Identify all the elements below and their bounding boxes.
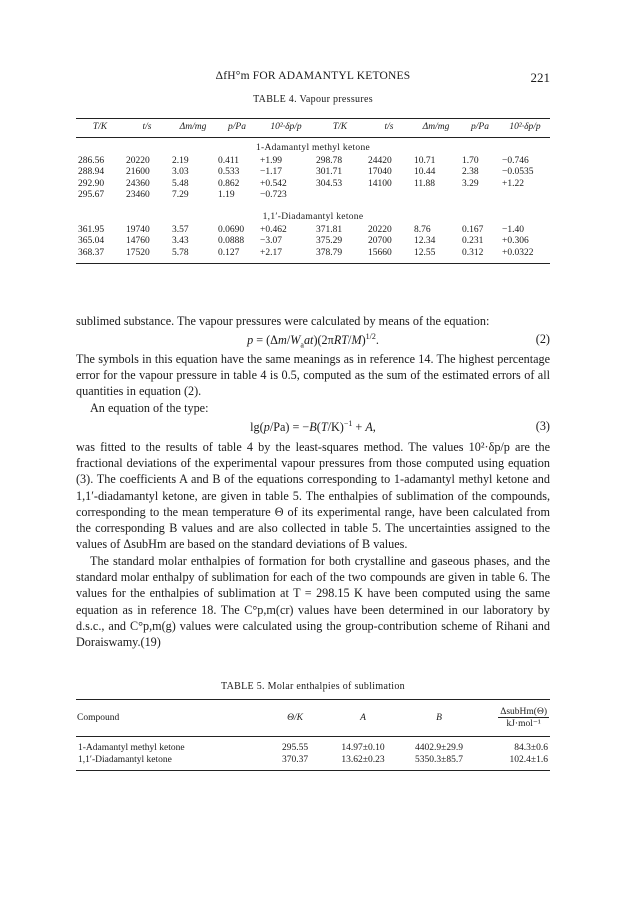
table-cell: 361.95: [78, 225, 105, 236]
table-cell: 0.0690: [218, 225, 245, 236]
table-cell: 12.34: [414, 236, 436, 247]
table-cell: 292.90: [78, 178, 105, 189]
table-cell: 10.71: [414, 156, 436, 167]
table-cell: 12.55: [412, 248, 460, 264]
table-cell: 295.67: [78, 189, 105, 200]
enthalpy-denominator: kJ·mol⁻¹: [506, 719, 541, 729]
page-number: 221: [530, 70, 550, 85]
table-cell: 371.81: [316, 225, 343, 236]
table-cell: 0.231: [462, 236, 484, 247]
table5-header-row: [76, 700, 550, 737]
header-a: A: [328, 700, 398, 737]
theta-value: 370.37: [262, 754, 328, 771]
header-cell: p/Pa: [460, 119, 500, 138]
header-cell: Δm/mg: [412, 119, 460, 138]
header-theta: Θ/K: [262, 700, 328, 737]
table-cell: 3.03: [172, 167, 189, 178]
table-cell: 288.94: [78, 167, 105, 178]
header-cell: t/s: [366, 119, 412, 138]
table-cell: [314, 190, 366, 201]
table-cell: 14100: [368, 178, 392, 189]
header-cell: T/K: [76, 119, 124, 138]
table-cell: −0.0535: [502, 167, 534, 178]
table-cell: 0.312: [460, 248, 500, 264]
table-cell: 304.53: [316, 178, 343, 189]
table4-body: [76, 138, 550, 264]
header-cell: T/K: [314, 119, 366, 138]
group-heading-row: [76, 207, 550, 225]
header-cell: p/Pa: [216, 119, 258, 138]
table-cell: +0.462: [260, 225, 287, 236]
table-cell: 5.48: [172, 178, 189, 189]
vapour-pressure-table: [76, 118, 550, 264]
table-cell: +0.0322: [500, 248, 550, 264]
equation-2-number: (2): [535, 332, 550, 346]
enthalpy-numerator: ΔsubHm(Θ): [500, 707, 547, 717]
table-cell: 1.19: [218, 189, 235, 200]
table-cell: +1.99: [260, 156, 282, 167]
table-cell: 365.04: [78, 236, 105, 247]
table-cell: 23460: [126, 189, 150, 200]
table-cell: 8.76: [414, 225, 431, 236]
paragraph-5: The standard molar enthalpies of formation for both crystalline and gaseous phases, and the standard molar enthalpy of sublimation for each of the two compounds are given in table 6. The values for the enthalpies of sublimation at T = 298.15 K have been computed using the same equation as in reference 18. The C°p,m(cr) values have been determined in our laboratory by d.s.c., and C°p,m(g) values were calculated using the group-contribution scheme of Rihani and Doraiswamy.(19): [76, 554, 550, 650]
paragraph-4: was fitted to the results of table 4 by the least-squares method. The values 10²·δp/p are the fractional deviations of the experimental vapour pressures from those computed using equation (3). The coefficients A and B of the equations corresponding to 1-adamantyl methyl ketone and 1,1′-diadamantyl ketone, are given in table 5. The enthalpies of sublimation of the compounds, corresponding to the mean temperature Θ of its experimental range, have been calculated from the corresponding B values and are also collected in table 5. The uncertainties assigned to the values of ΔsubHm are based on the standard deviations of B values.: [76, 440, 550, 552]
running-head: [76, 70, 550, 86]
table-row: [76, 190, 550, 201]
table-row: [76, 156, 550, 167]
table-cell: 5.78: [170, 248, 216, 264]
table-row: [76, 179, 550, 190]
table-cell: +1.22: [502, 178, 524, 189]
header-b: B: [398, 700, 480, 737]
enthalpy-value: 84.3±0.6: [514, 743, 548, 753]
table-cell: 20700: [368, 236, 392, 247]
table-cell: −0.746: [502, 156, 529, 167]
table-row: [76, 167, 550, 178]
table-cell: 20220: [368, 225, 392, 236]
table-cell: 0.411: [218, 156, 240, 167]
table-row: [76, 236, 550, 247]
a-value: 13.62±0.23: [328, 754, 398, 771]
sublimation-enthalpy-table: [76, 699, 550, 771]
running-head-title: ΔfH°m FOR ADAMANTYL KETONES: [215, 70, 411, 82]
table-cell: 286.56: [78, 156, 105, 167]
table4-caption: TABLE 4. Vapour pressures: [253, 94, 373, 105]
table-cell: 24360: [126, 178, 150, 189]
paragraph-1: sublimed substance. The vapour pressures were calculated by means of the equation:: [76, 314, 490, 328]
equation-3-number: (3): [535, 419, 550, 433]
header-compound: Compound: [76, 700, 262, 737]
a-value: 14.97±0.10: [341, 743, 385, 753]
table-cell: 20220: [126, 156, 150, 167]
enthalpy-fraction: [498, 707, 549, 729]
table-cell: −1.40: [502, 225, 524, 236]
table-cell: −1.17: [260, 167, 282, 178]
header-cell: 10²·δp/p: [258, 119, 314, 138]
equation-2: [76, 332, 550, 348]
table-cell: 7.29: [172, 189, 189, 200]
header-enthalpy: [480, 700, 550, 737]
paragraph-2: The symbols in this equation have the same meanings as in reference 14. The highest percentage error for the vapour pressure in table 4 is 0.5, computed as the sum of the estimated errors of all quantities in equation (2).: [76, 352, 550, 399]
table-cell: 0.167: [462, 225, 484, 236]
paragraph-3: An equation of the type:: [90, 401, 209, 415]
table-row: [76, 754, 550, 771]
table-cell: 2.19: [172, 156, 189, 167]
table-cell: −3.07: [260, 236, 282, 247]
table-cell: +2.17: [258, 248, 314, 264]
table-cell: 378.79: [314, 248, 366, 264]
table-cell: 19740: [126, 225, 150, 236]
table-cell: [500, 190, 550, 201]
table-cell: 14760: [126, 236, 150, 247]
b-value: 5350.3±85.7: [398, 754, 480, 771]
table-cell: 3.57: [172, 225, 189, 236]
enthalpy-value: 102.4±1.6: [480, 754, 550, 771]
equation-2-expression: $p = (\Delta m/W_aat)(2\pi RT/M)^{1/2}$.: [247, 332, 379, 350]
table-cell: −0.723: [260, 189, 287, 200]
table-cell: 0.862: [218, 178, 240, 189]
table-cell: 15660: [366, 248, 412, 264]
table-cell: 368.37: [76, 248, 124, 264]
equation-3-expression: $\lg(p/Pa) = -B(T/K)^{-1} + A$,: [250, 419, 376, 435]
table-cell: [412, 190, 460, 201]
table-row: [76, 248, 550, 264]
table-cell: 375.29: [316, 236, 343, 247]
table-cell: 3.43: [172, 236, 189, 247]
table-row: [76, 737, 550, 755]
table5-caption: TABLE 5. Molar enthalpies of sublimation: [221, 681, 405, 692]
table-cell: 17040: [368, 167, 392, 178]
table-cell: 21600: [126, 167, 150, 178]
table-cell: [460, 190, 500, 201]
table-cell: 11.88: [414, 178, 436, 189]
table-cell: 2.38: [462, 167, 479, 178]
b-value: 4402.9±29.9: [415, 743, 463, 753]
header-cell: 10²·δp/p: [500, 119, 550, 138]
table-cell: 17520: [124, 248, 170, 264]
equation-3: [76, 419, 550, 435]
table-cell: 0.0888: [218, 236, 245, 247]
table-cell: +0.306: [502, 236, 529, 247]
table-cell: 1.70: [462, 156, 479, 167]
group-heading: 1,1′-Diadamantyl ketone: [262, 212, 364, 223]
table-cell: 301.71: [316, 167, 343, 178]
table4-header-row: [76, 119, 550, 138]
theta-value: 295.55: [281, 743, 309, 753]
compound-name: 1-Adamantyl methyl ketone: [78, 743, 185, 753]
group-heading-row: [76, 138, 550, 157]
table-cell: +0.542: [260, 178, 287, 189]
table-cell: 3.29: [462, 178, 479, 189]
group-heading: 1-Adamantyl methyl ketone: [255, 143, 371, 153]
compound-name: 1,1′-Diadamantyl ketone: [76, 754, 262, 771]
header-cell: t/s: [124, 119, 170, 138]
table-cell: [366, 190, 412, 201]
table-row: [76, 225, 550, 236]
table-cell: 0.127: [216, 248, 258, 264]
table-cell: 0.533: [218, 167, 240, 178]
table-cell: 298.78: [316, 156, 343, 167]
table-cell: 10.44: [414, 167, 436, 178]
table-cell: 24420: [368, 156, 392, 167]
header-cell: Δm/mg: [170, 119, 216, 138]
